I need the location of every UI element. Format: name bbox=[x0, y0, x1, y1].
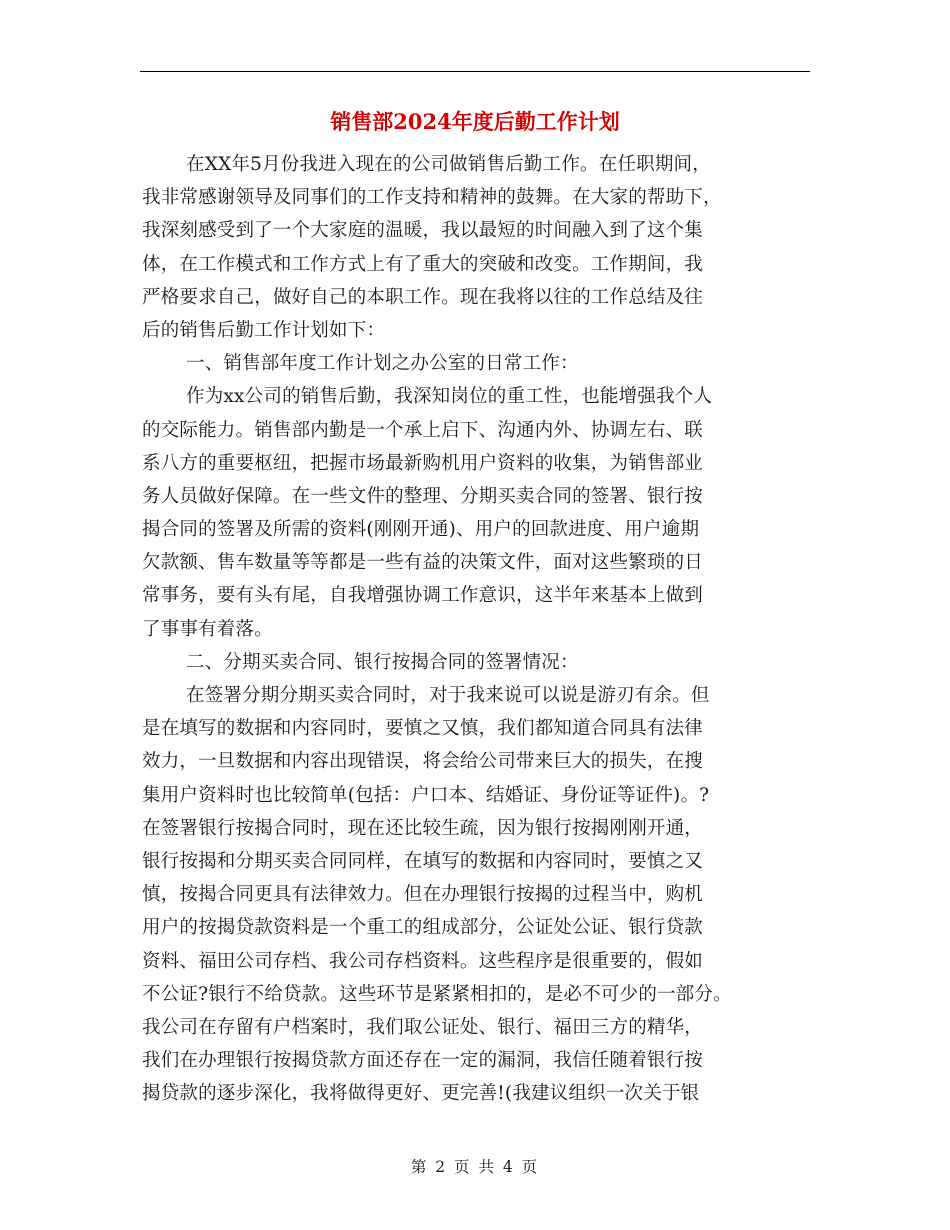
text-line: 体，在工作模式和工作方式上有了重大的突破和改变。工作期间，我 bbox=[142, 253, 704, 275]
text-line: 效力，一旦数据和内容出现错误，将会给公司带来巨大的损失，在搜 bbox=[142, 751, 704, 773]
text-line: 是在填写的数据和内容同时，要慎之又慎，我们都知道合同具有法律 bbox=[142, 718, 704, 740]
text-line: 二、分期买卖合同、银行按揭合同的签署情况： bbox=[186, 651, 579, 673]
text-line: 慎，按揭合同更具有法律效力。但在办理银行按揭的过程当中，购机 bbox=[142, 884, 704, 906]
text-line: 揭贷款的逐步深化，我将做得更好、更完善!(我建议组织一次关于银 bbox=[142, 1083, 700, 1105]
text-line: 我公司在存留有户档案时，我们取公证处、银行、福田三方的精华， bbox=[142, 1016, 704, 1038]
text-line: 我们在办理银行按揭贷款方面还存在一定的漏洞，我信任随着银行按 bbox=[142, 1050, 704, 1072]
document-title: 销售部2024年度后勤工作计划 bbox=[330, 109, 620, 134]
text-line: 后的销售后勤工作计划如下： bbox=[142, 319, 386, 341]
text-line: 在签署分期分期买卖合同时，对于我来说可以说是游刃有余。但 bbox=[186, 685, 710, 706]
text-line: 揭合同的签署及所需的资料(刚刚开通)、用户的回款进度、用户逾期 bbox=[142, 519, 700, 541]
text-line: 我深刻感受到了一个大家庭的温暖，我以最短的时间融入到了这个集 bbox=[142, 220, 704, 242]
text-line: 在签署银行按揭合同时，现在还比较生疏，因为银行按揭刚刚开通， bbox=[142, 817, 704, 839]
text-line: 不公证?银行不给贷款。这些环节是紧紧相扣的，是必不可少的一部分。 bbox=[142, 983, 732, 1005]
text-line: 一、销售部年度工作计划之办公室的日常工作： bbox=[186, 353, 579, 375]
text-line: 资料、福田公司存档、我公司存档资料。这些程序是很重要的，假如 bbox=[142, 950, 704, 972]
header-rule bbox=[140, 71, 810, 72]
text-line: 系八方的重要枢纽，把握市场最新购机用户资料的收集，为销售部业 bbox=[142, 452, 704, 474]
text-line: 集用户资料时也比较简单(包括：户口本、结婚证、身份证等证件)。? bbox=[142, 784, 710, 806]
text-line: 欠款额、售车数量等等都是一些有益的决策文件，面对这些繁琐的日 bbox=[142, 552, 704, 574]
text-line: 务人员做好保障。在一些文件的整理、分期买卖合同的签署、银行按 bbox=[142, 485, 704, 507]
text-line: 严格要求自己，做好自己的本职工作。现在我将以往的工作总结及往 bbox=[142, 286, 704, 308]
text-line: 用户的按揭贷款资料是一个重工的组成部分，公证处公证、银行贷款 bbox=[142, 917, 704, 939]
text-line: 银行按揭和分期买卖合同同样，在填写的数据和内容同时，要慎之又 bbox=[142, 850, 704, 872]
text-line: 常事务，要有头有尾，自我增强协调工作意识，这半年来基本上做到 bbox=[142, 585, 704, 607]
text-line: 我非常感谢领导及同事们的工作支持和精神的鼓舞。在大家的帮助下， bbox=[142, 187, 722, 209]
page-footer: 第 2 页 共 4 页 bbox=[410, 1158, 540, 1176]
document-body bbox=[142, 148, 822, 1110]
text-line: 在XX年5月份我进入现在的公司做销售后勤工作。在任职期间， bbox=[186, 154, 711, 175]
text-line: 的交际能力。销售部内勤是一个承上启下、沟通内外、协调左右、联 bbox=[142, 419, 704, 441]
text-line: 作为xx公司的销售后勤，我深知岗位的重工性，也能增强我个人 bbox=[186, 386, 713, 408]
text-line: 了事事有着落。 bbox=[142, 618, 273, 640]
